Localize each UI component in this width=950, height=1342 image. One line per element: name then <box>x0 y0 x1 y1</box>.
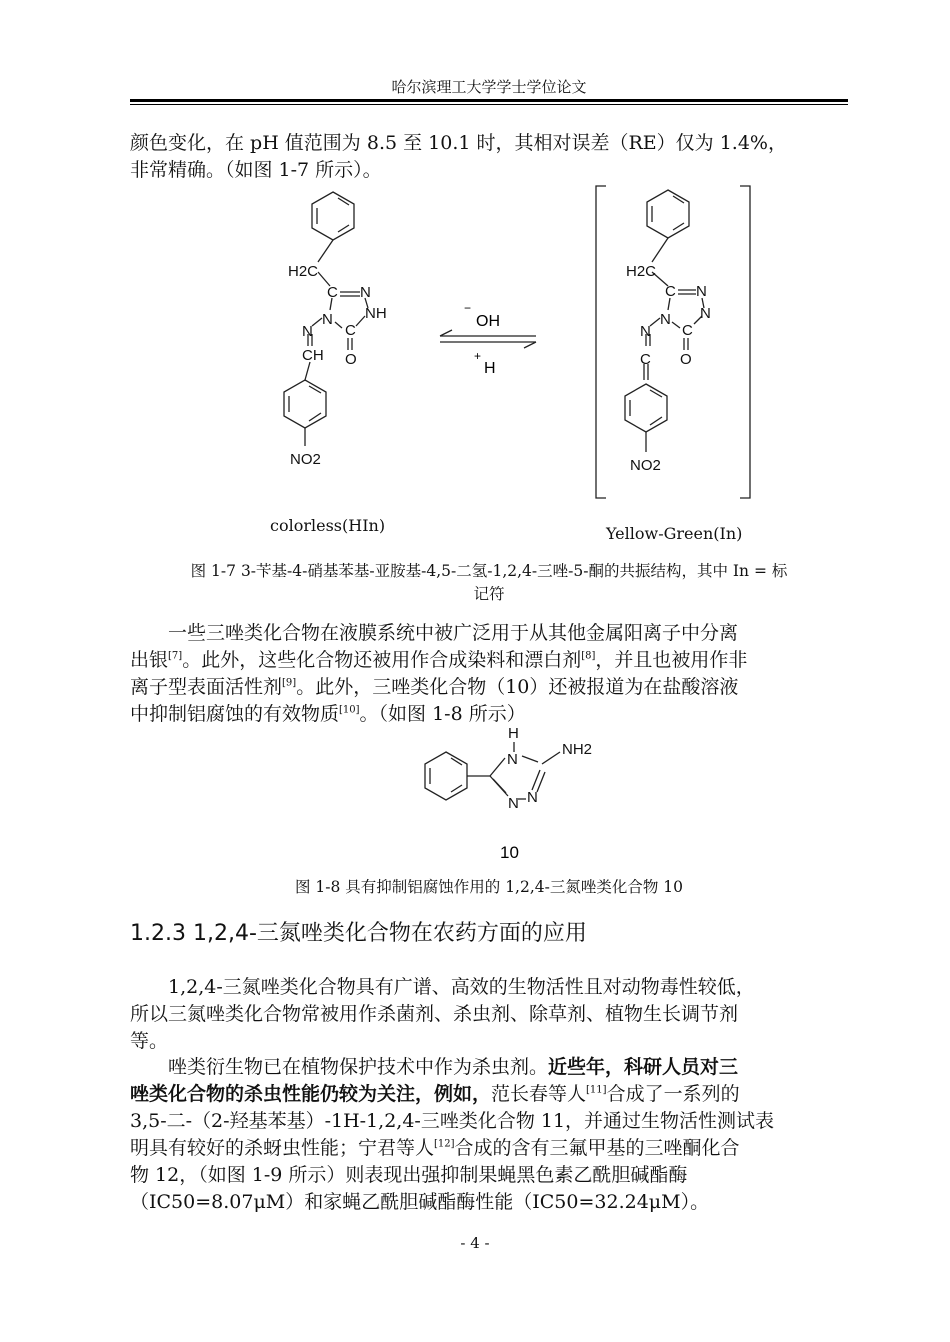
right-o-label: O <box>680 351 692 368</box>
paragraph-4 <box>130 1054 848 1216</box>
p3-line-3: 等。 <box>130 1030 169 1052</box>
n1-label: N <box>507 751 518 768</box>
nh2-label: NH2 <box>562 741 593 758</box>
intro-line-2: 非常精确。（如图 1-7 所示）。 <box>130 159 382 181</box>
p4-seg-2: 近些年，科研人员对三 <box>548 1056 739 1078</box>
p4-seg-3: 唑类化合物的杀虫性能仍较为关注，例如， <box>130 1083 492 1105</box>
p4-line-4 <box>130 1135 848 1162</box>
ref-7: [7] <box>168 650 183 662</box>
figure-1-7-caption <box>130 560 848 606</box>
page-number: - 4 - <box>460 1234 490 1252</box>
caption-1-7-line-2: 记符 <box>473 585 505 603</box>
ref-11: [11] <box>586 1084 607 1096</box>
right-c-label: C <box>665 283 676 300</box>
p4-seg-6: 明具有较好的杀蚜虫性能；宁君等人 <box>130 1137 435 1159</box>
p2-seg-2: 。此外，这些化合物还被用作合成染料和漂白剂 <box>182 649 582 671</box>
p2-seg-5: 。此外，三唑类化合物（10）还被报道为在盐酸溶液 <box>296 676 739 698</box>
intro-paragraph <box>130 130 848 184</box>
figure-1-8-caption: 图 1-8 具有抑制铝腐蚀作用的 1,2,4-三氮唑类化合物 10 <box>294 878 684 896</box>
figure-1-8-structure <box>0 720 950 860</box>
right-n4-label: N <box>660 311 671 328</box>
paragraph-3 <box>130 974 848 1055</box>
left-n4-label: N <box>322 311 333 328</box>
left-c-label: C <box>327 284 338 301</box>
p4-seg-4: 范长春等人 <box>491 1083 587 1105</box>
n3-label: N <box>527 789 538 806</box>
left-imine-n-label: N <box>302 323 313 340</box>
left-no2-label: NO2 <box>290 451 321 468</box>
right-ch2-label: H2C <box>626 263 657 280</box>
reagent-bottom-charge: + <box>474 349 482 363</box>
p3-line-1: 1,2,4-三氮唑类化合物具有广谱、高效的生物活性且对动物毒性较低， <box>168 976 755 998</box>
left-c5-label: C <box>345 322 356 339</box>
right-n-label: N <box>696 283 707 300</box>
right-c5-label: C <box>682 322 693 339</box>
p2-seg-3: ，并且也被用作非 <box>595 649 748 671</box>
p4-line-2 <box>130 1081 848 1108</box>
right-structure-label: Yellow-Green(In) <box>606 524 743 543</box>
reagent-top: OH <box>476 313 500 330</box>
right-c-imine-label: C <box>640 351 651 368</box>
ref-9: [9] <box>282 677 297 689</box>
running-header: 哈尔滨理工大学学士学位论文 <box>391 78 587 96</box>
ref-8: [8] <box>581 650 596 662</box>
section-heading: 1.2.3 1,2,4-三氮唑类化合物在农药方面的应用 <box>130 921 587 946</box>
intro-line-1: 颜色变化，在 pH 值范围为 8.5 至 10.1 时，其相对误差（RE）仅为 1.4%， <box>130 132 787 154</box>
ref-10: [10] <box>339 704 360 716</box>
reagent-top-charge: − <box>464 301 472 315</box>
left-structure-label: colorless(HIn) <box>270 516 386 535</box>
left-nh-label: NH <box>365 305 387 322</box>
compound-number: 10 <box>500 843 519 860</box>
p2-line-2 <box>130 647 848 674</box>
left-n-label: N <box>360 284 371 301</box>
p3-line-2: 所以三氮唑类化合物常被用作杀菌剂、杀虫剂、除草剂、植物生长调节剂 <box>130 1003 739 1025</box>
header-rule-thick <box>130 99 848 102</box>
p4-seg-5: 合成了一系列的 <box>606 1083 740 1105</box>
p2-seg-6: 中抑制铝腐蚀的有效物质 <box>130 703 340 725</box>
p4-seg-7: 合成的含有三氟甲基的三唑酮化合 <box>454 1137 740 1159</box>
p2-seg-4: 离子型表面活性剂 <box>130 676 283 698</box>
p2-seg-1: 出银 <box>130 649 169 671</box>
n4-label: N <box>508 795 519 812</box>
caption-1-7-line-1: 图 1-7 3-苄基-4-硝基苯基-亚胺基-4,5-二氢-1,2,4-三唑-5-酮的共振结构，其中 In = 标 <box>190 562 788 580</box>
reagent-bottom: H <box>484 360 496 377</box>
p4-line-5: 物 12，（如图 1-9 所示）则表现出强抑制果蝇黑色素乙酰胆碱酯酶 <box>130 1164 688 1186</box>
left-ch2-label: H2C <box>288 263 319 280</box>
right-imine-n-label: N <box>640 323 651 340</box>
p4-seg-1: 唑类衍生物已在植物保护技术中作为杀虫剂。 <box>168 1056 549 1078</box>
p2-seg-7: 。（如图 1-8 所示） <box>359 703 526 725</box>
header-rule-thin <box>130 104 848 105</box>
right-no2-label: NO2 <box>630 457 661 474</box>
left-o-label: O <box>345 351 357 368</box>
p2-line-3 <box>130 674 848 701</box>
p4-line-3: 3,5-二-（2-羟基苯基）-1H-1,2,4-三唑类化合物 11，并通过生物活性测试表 <box>130 1110 775 1132</box>
right-n2-label: N <box>700 305 711 322</box>
h-label: H <box>508 725 519 742</box>
ref-12: [12] <box>434 1138 455 1150</box>
p4-line-1 <box>130 1054 848 1081</box>
left-ch-label: CH <box>302 347 324 364</box>
p4-line-6: （IC50=8.07μM）和家蝇乙酰胆碱酯酶性能（IC50=32.24μM）。 <box>130 1191 710 1213</box>
paragraph-2 <box>130 620 848 728</box>
p2-line-1: 一些三唑类化合物在液膜系统中被广泛用于从其他金属阳离子中分离 <box>168 622 739 644</box>
